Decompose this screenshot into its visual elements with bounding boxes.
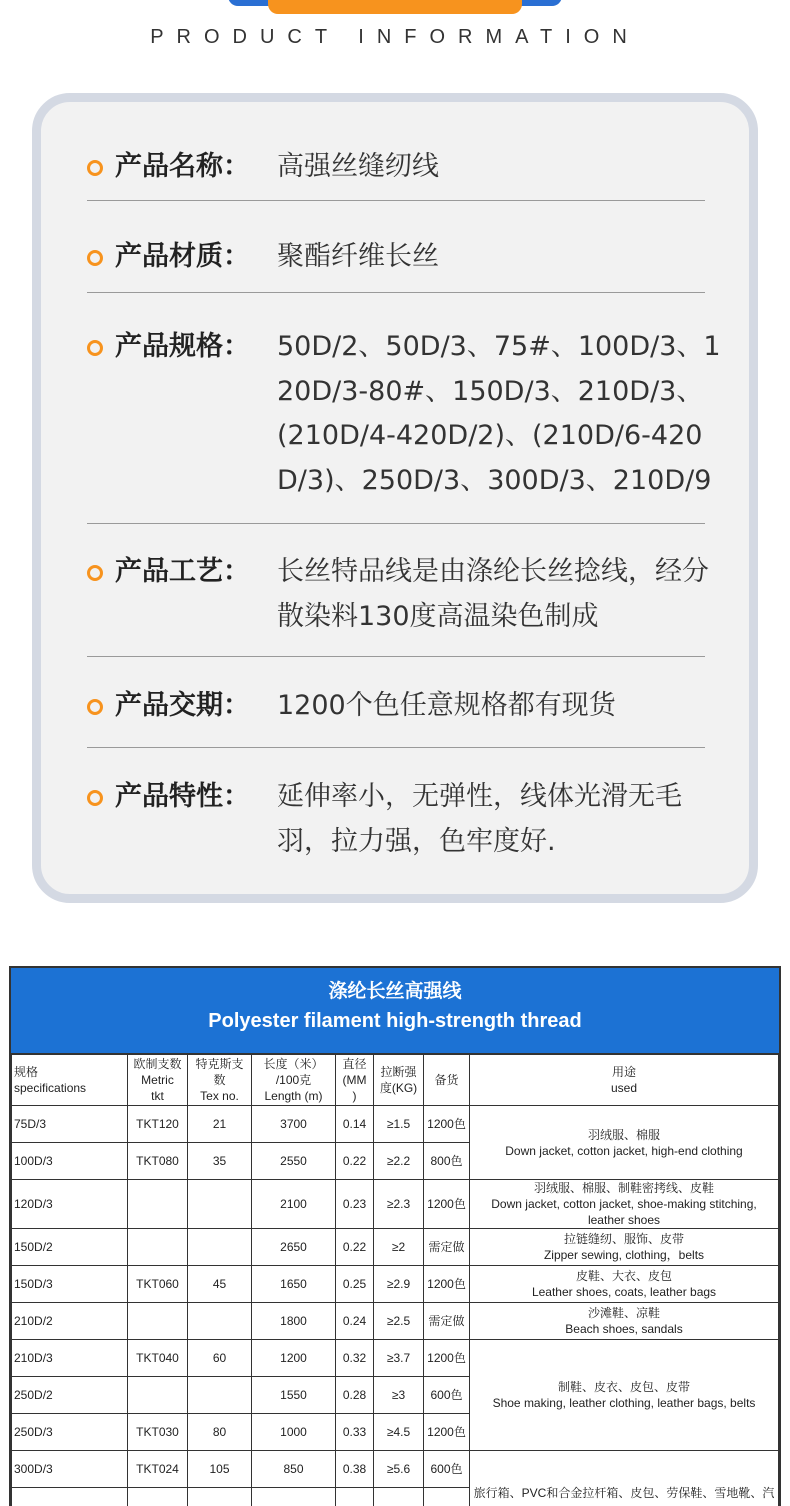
cell-use: 皮鞋、大衣、皮包 Leather shoes, coats, leather bags xyxy=(470,1266,779,1303)
table-title-bar xyxy=(11,968,779,1054)
cell-metric: TKT120 xyxy=(128,1106,188,1143)
orange-ring-bullet-icon xyxy=(87,565,103,581)
info-value: 高强丝缝纫线 xyxy=(277,145,727,190)
orange-ring-bullet-icon xyxy=(87,699,103,715)
cell-metric: TKT060 xyxy=(128,1266,188,1303)
cell-strength: ≥2.2 xyxy=(374,1143,424,1180)
cell-tex: 60 xyxy=(188,1340,252,1377)
cell-metric: TKT030 xyxy=(128,1414,188,1451)
spec-table xyxy=(9,966,781,1506)
info-label: 产品规格： xyxy=(115,325,250,369)
cell-tex: 21 xyxy=(188,1106,252,1143)
table-row xyxy=(12,1106,779,1143)
cell-tex xyxy=(188,1303,252,1340)
cell-length xyxy=(252,1488,336,1506)
cell-tex: 105 xyxy=(188,1451,252,1488)
column-header-strength: 拉断强 度(KG) xyxy=(374,1055,424,1106)
info-value: 聚酯纤维长丝 xyxy=(277,235,727,280)
divider xyxy=(87,747,705,748)
cell-spec: 210D/2 xyxy=(12,1303,128,1340)
info-value: 延伸率小，无弹性，线体光滑无毛羽，拉力强，色牢度好. xyxy=(277,775,727,864)
column-header-use: 用途 used xyxy=(470,1055,779,1106)
cell-tex xyxy=(188,1229,252,1266)
info-label: 产品特性： xyxy=(115,775,250,819)
cell-diameter: 0.22 xyxy=(336,1143,374,1180)
table-row xyxy=(12,1180,779,1229)
column-header-metric: 欧制支数 Metric tkt xyxy=(128,1055,188,1106)
table-row xyxy=(12,1303,779,1340)
table-row xyxy=(12,1340,779,1377)
cell-tex xyxy=(188,1377,252,1414)
cell-spec: 120D/3 xyxy=(12,1180,128,1229)
cell-spec: 210D/3 xyxy=(12,1340,128,1377)
column-header-stock: 备货 xyxy=(424,1055,470,1106)
divider xyxy=(87,292,705,293)
cell-strength: ≥2 xyxy=(374,1229,424,1266)
cell-metric xyxy=(128,1229,188,1266)
cell-spec: 250D/3 xyxy=(12,1414,128,1451)
orange-ring-bullet-icon xyxy=(87,790,103,806)
cell-diameter xyxy=(336,1488,374,1506)
cell-tex: 45 xyxy=(188,1266,252,1303)
cell-spec: 150D/3 xyxy=(12,1266,128,1303)
cell-spec: 300D/3 xyxy=(12,1451,128,1488)
cell-length: 1650 xyxy=(252,1266,336,1303)
cell-stock: 需定做 xyxy=(424,1229,470,1266)
cell-stock: 1200色 xyxy=(424,1340,470,1377)
top-banner xyxy=(0,0,790,20)
cell-metric: TKT024 xyxy=(128,1451,188,1488)
cell-strength: ≥4.5 xyxy=(374,1414,424,1451)
cell-stock: 1200色 xyxy=(424,1106,470,1143)
info-value: 1200个色任意规格都有现货 xyxy=(277,684,727,729)
section-title-en: PRODUCT INFORMATION xyxy=(0,26,790,49)
cell-strength: ≥3 xyxy=(374,1377,424,1414)
cell-strength: ≥3.7 xyxy=(374,1340,424,1377)
cell-use: 制鞋、皮衣、皮包、皮带 Shoe making, leather clothing, leather bags, belts xyxy=(470,1340,779,1451)
cell-length: 1800 xyxy=(252,1303,336,1340)
cell-stock: 需定做 xyxy=(424,1303,470,1340)
cell-strength: ≥2.3 xyxy=(374,1180,424,1229)
cell-diameter: 0.14 xyxy=(336,1106,374,1143)
cell-metric: TKT080 xyxy=(128,1143,188,1180)
table-title-en: Polyester filament high-strength thread xyxy=(11,1004,779,1038)
cell-length: 2650 xyxy=(252,1229,336,1266)
cell-stock: 1200色 xyxy=(424,1180,470,1229)
cell-diameter: 0.25 xyxy=(336,1266,374,1303)
column-header-tex: 特克斯支数 Tex no. xyxy=(188,1055,252,1106)
cell-stock: 800色 xyxy=(424,1143,470,1180)
cell-spec: 75D/3 xyxy=(12,1106,128,1143)
cell-diameter: 0.32 xyxy=(336,1340,374,1377)
cell-diameter: 0.38 xyxy=(336,1451,374,1488)
cell-strength: ≥5.6 xyxy=(374,1451,424,1488)
table-title-zh: 涤纶长丝高强线 xyxy=(11,968,779,1004)
table-row xyxy=(12,1451,779,1488)
cell-use: 旅行箱、PVC和合金拉杆箱、皮包、劳保鞋、雪地靴、汽 xyxy=(470,1451,779,1506)
product-info-card xyxy=(32,93,758,903)
cell-tex: 80 xyxy=(188,1414,252,1451)
info-label: 产品材质： xyxy=(115,235,250,279)
cell-metric xyxy=(128,1303,188,1340)
table-row xyxy=(12,1266,779,1303)
cell-stock: 1200色 xyxy=(424,1414,470,1451)
cell-length: 2550 xyxy=(252,1143,336,1180)
cell-metric xyxy=(128,1488,188,1506)
cell-strength: ≥2.5 xyxy=(374,1303,424,1340)
cell-stock xyxy=(424,1488,470,1506)
orange-ring-bullet-icon xyxy=(87,160,103,176)
cell-strength: ≥2.9 xyxy=(374,1266,424,1303)
cell-spec: 250D/2 xyxy=(12,1377,128,1414)
cell-length: 1200 xyxy=(252,1340,336,1377)
cell-diameter: 0.33 xyxy=(336,1414,374,1451)
orange-ring-bullet-icon xyxy=(87,340,103,356)
info-label: 产品名称： xyxy=(115,145,250,189)
orange-ring-bullet-icon xyxy=(87,250,103,266)
cell-use: 拉链缝纫、服饰、皮带 Zipper sewing, clothing，belts xyxy=(470,1229,779,1266)
divider xyxy=(87,523,705,524)
cell-tex xyxy=(188,1180,252,1229)
cell-spec: 150D/2 xyxy=(12,1229,128,1266)
cell-use: 沙滩鞋、凉鞋 Beach shoes, sandals xyxy=(470,1303,779,1340)
cell-length: 3700 xyxy=(252,1106,336,1143)
divider xyxy=(87,200,705,201)
divider xyxy=(87,656,705,657)
column-header-spec: 规格 specifications xyxy=(12,1055,128,1106)
cell-use: 羽绒服、棉服 Down jacket, cotton jacket, high-end clothing xyxy=(470,1106,779,1180)
info-label: 产品交期： xyxy=(115,684,250,728)
cell-tex: 35 xyxy=(188,1143,252,1180)
cell-metric xyxy=(128,1180,188,1229)
spec-table-grid xyxy=(11,1054,779,1506)
cell-spec: 100D/3 xyxy=(12,1143,128,1180)
cell-diameter: 0.23 xyxy=(336,1180,374,1229)
info-label: 产品工艺： xyxy=(115,550,250,594)
column-header-diameter: 直径 (MM ) xyxy=(336,1055,374,1106)
cell-length: 1000 xyxy=(252,1414,336,1451)
column-header-length: 长度（米） /100克 Length (m) xyxy=(252,1055,336,1106)
cell-length: 2100 xyxy=(252,1180,336,1229)
cell-stock: 600色 xyxy=(424,1377,470,1414)
cell-stock: 1200色 xyxy=(424,1266,470,1303)
cell-diameter: 0.22 xyxy=(336,1229,374,1266)
cell-metric: TKT040 xyxy=(128,1340,188,1377)
cell-length: 1550 xyxy=(252,1377,336,1414)
info-value: 50D/2、50D/3、75#、100D/3、120D/3-80#、150D/3、210D/3、(210D/4-420D/2)、(210D/6-420D/3)、250D/3、300D/3、210D/9 xyxy=(277,325,727,503)
cell-strength xyxy=(374,1488,424,1506)
cell-diameter: 0.28 xyxy=(336,1377,374,1414)
table-row xyxy=(12,1229,779,1266)
cell-strength: ≥1.5 xyxy=(374,1106,424,1143)
cell-metric xyxy=(128,1377,188,1414)
cell-length: 850 xyxy=(252,1451,336,1488)
banner-orange-tab xyxy=(268,0,522,14)
cell-diameter: 0.24 xyxy=(336,1303,374,1340)
cell-spec xyxy=(12,1488,128,1506)
cell-stock: 600色 xyxy=(424,1451,470,1488)
cell-tex xyxy=(188,1488,252,1506)
info-value: 长丝特品线是由涤纶长丝捻线，经分散染料130度高温染色制成 xyxy=(277,550,727,639)
cell-use: 羽绒服、棉服、制鞋密拷线、皮鞋 Down jacket, cotton jacket, shoe-making stitching, leather shoes xyxy=(470,1180,779,1229)
